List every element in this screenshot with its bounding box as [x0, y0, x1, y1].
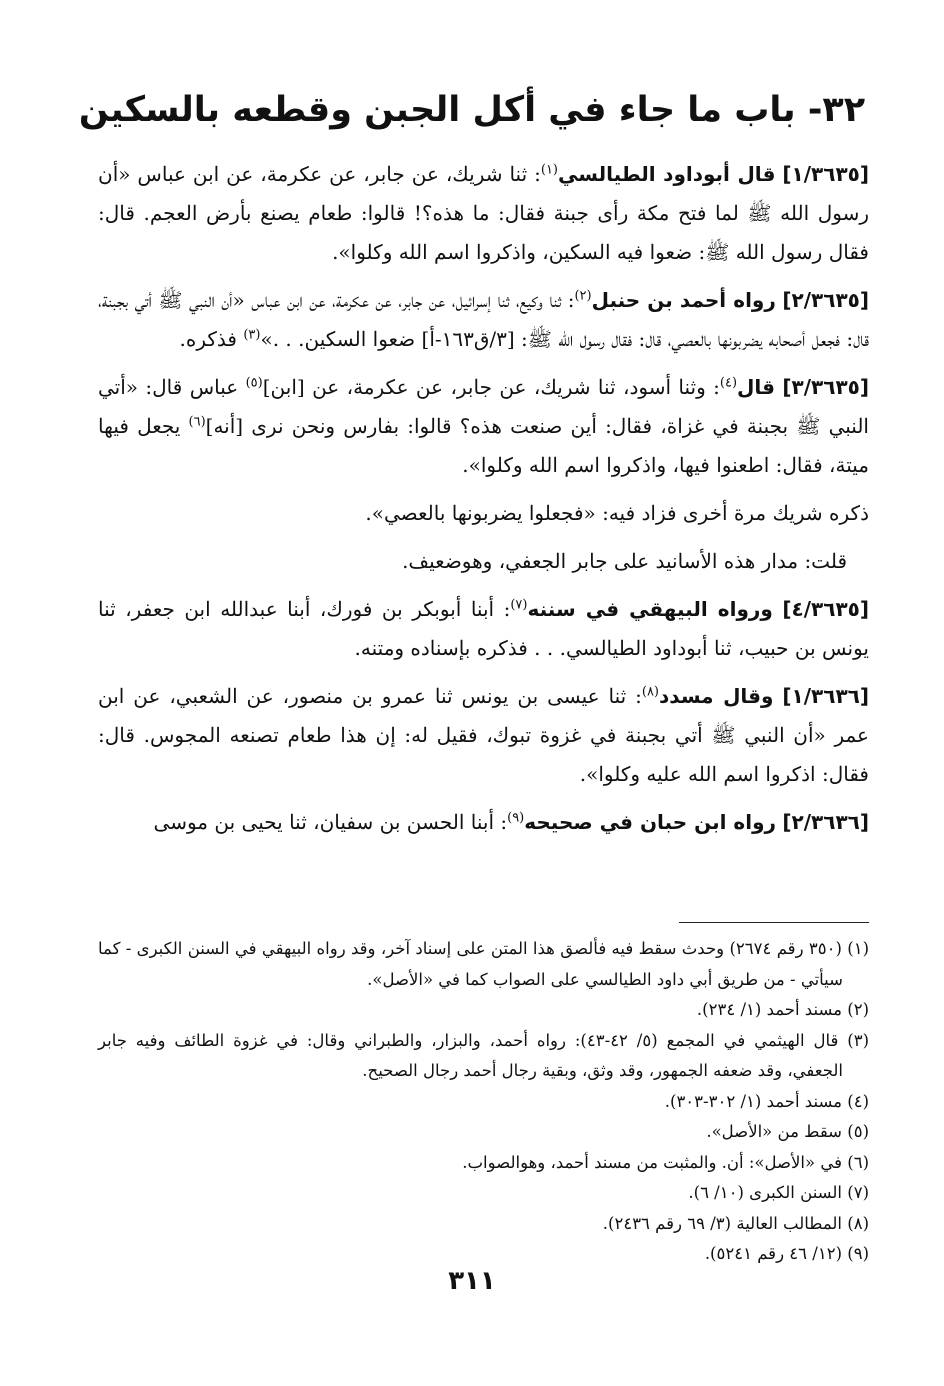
hadith-entry: [98, 281, 869, 359]
entry-text: : أبنا أبوبكر بن فورك، أبنا عبدالله ابن جعفر، ثنا يونس بن حبيب، ثنا أبوداود الطيالسي. . . فذكره بإسناده ومتنه.: [98, 597, 869, 660]
entry-text: : ثنا عيسى بن يونس ثنا عمرو بن منصور، عن الشعبي، عن ابن عمر «أن النبي ﷺ أتي بجبنة في غزوة تبوك، فقيل له: إن هذا طعام تصنعه المجوس. قال: فقال: اذكروا اسم الله عليه وكلوا».: [98, 684, 869, 786]
entry-source: رواه ابن حبان في صحيحه: [524, 810, 777, 834]
footnote-marker: (٢): [574, 288, 592, 304]
footnote: (١) (٣٥٠ رقم ٢٦٧٤) وحدث سقط فيه فألصق هذا المتن على إسناد آخر، وقد رواه البيهقي في السنن الكبرى - كما سيأتي - من طريق أبي داود الطيالسي على الصواب كما في «الأصل».: [98, 939, 869, 989]
hadith-entry: [98, 803, 869, 842]
footnote-marker: (٣): [243, 327, 261, 343]
entry-source: قال: [737, 375, 775, 399]
chapter-title: ٣٢- باب ما جاء في أكل الجبن وقطعه بالسكين: [78, 90, 866, 130]
footnote: (٤) مسند أحمد (١/ ٣٠٢-٣٠٣).: [664, 1091, 869, 1111]
entry-text-continued: يجعل فيها ميتة، فقال: اطعنوا فيها، واذكروا اسم الله وكلوا».: [98, 414, 869, 477]
footnote-marker: (٧): [510, 597, 528, 613]
main-text: [98, 155, 869, 851]
hadith-entry: [98, 590, 869, 668]
footnote-marker: (١): [540, 162, 558, 178]
footnote-marker: (٩): [507, 810, 525, 826]
footnotes: [98, 934, 869, 1270]
entry-text: : ثنا وكيع، ثنا إسرائيل، عن جابر، عن عكرمة، عن ابن عباس «أن النبي ﷺ أتي بجبنة، قال: فجعل أصحابه يضربونها بالعصي، قال: فقال رسول الله ﷺ: [٣/ق١٦٣-أ] ضعوا السكين. . .»: [98, 288, 869, 351]
entry-reference: [١/٣٦٣٥]: [782, 162, 870, 186]
footnote: (٥) سقط من «الأصل».: [706, 1122, 869, 1141]
footnote-marker: (٥): [245, 375, 263, 391]
footnote-marker: (٦): [188, 414, 206, 430]
entry-reference: [٤/٣٦٣٥]: [782, 597, 869, 621]
hadith-entry: [98, 155, 869, 272]
entry-reference: [٢/٣٦٣٥]: [782, 288, 870, 312]
footnote-marker: (٤): [719, 375, 738, 391]
entry-source: رواه أحمد بن حنبل: [591, 288, 776, 312]
entry-text: : ثنا شريك، عن جابر، عن عكرمة، عن ابن عباس «أن رسول الله ﷺ لما فتح مكة رأى جبنة فقال: ما هذه؟! قالوا: طعام يصنع بأرض العجم. قال: فقال رسول الله ﷺ: ضعوا فيه السكين، واذكروا اسم الله وكلوا».: [98, 162, 869, 264]
entry-source: وقال مسدد: [659, 684, 774, 708]
footnote-separator: [679, 922, 869, 923]
footnote: (٣) قال الهيثمي في المجمع (٥/ ٤٢-٤٣): رواه أحمد، والبزار، والطبراني وقال: في غزوة الطائف وفيه جابر الجعفي، وقد ضعفه الجمهور، وقد وثق، وبقية رجال أحمد رجال الصحيح.: [98, 1030, 870, 1080]
entry-text: : وثنا أسود، ثنا شريك، عن جابر، عن عكرمة، عن [ابن]: [262, 375, 720, 399]
hadith-entry: [98, 677, 869, 794]
commentary-note: ذكره شريك مرة أخرى فزاد فيه: «فجعلوا يضربونها بالعصي».: [365, 501, 869, 525]
entry-text: : أبنا الحسن بن سفيان، ثنا يحيى بن موسى: [153, 810, 508, 834]
entry-reference: [٢/٣٦٣٦]: [782, 810, 869, 834]
footnote: (٢) مسند أحمد (١/ ٢٣٤).: [696, 1000, 869, 1019]
hadith-entry: [98, 368, 869, 485]
footnote: (٧) السنن الكبرى (١٠/ ٦).: [688, 1183, 869, 1202]
footnote-marker: (٨): [641, 684, 659, 700]
footnote: (٨) المطالب العالية (٣/ ٦٩ رقم ٢٤٣٦).: [602, 1213, 869, 1233]
footnote: (٩) (١٢/ ٤٦ رقم ٥٢٤١).: [704, 1244, 869, 1263]
entry-reference: [٣/٣٦٣٥]: [782, 375, 870, 399]
entry-text-continued: عباس قال: «أتي النبي ﷺ بجبنة في غزاة، فقال: أين صنعت هذه؟ قالوا: بفارس ونحن نرى [أنه]: [98, 375, 869, 438]
page-number: ٣١١: [448, 1266, 496, 1296]
entry-reference: [١/٣٦٣٦]: [782, 684, 870, 708]
entry-text-continued: فذكره.: [179, 327, 244, 351]
commentary-note: قلت: مدار هذه الأسانيد على جابر الجعفي، وهوضعيف.: [402, 549, 847, 573]
footnote: (٦) في «الأصل»: أن. والمثبت من مسند أحمد، وهوالصواب.: [462, 1152, 869, 1172]
entry-source: قال أبوداود الطيالسي: [558, 162, 776, 186]
entry-source: ورواه البيهقي في سننه: [527, 597, 773, 621]
